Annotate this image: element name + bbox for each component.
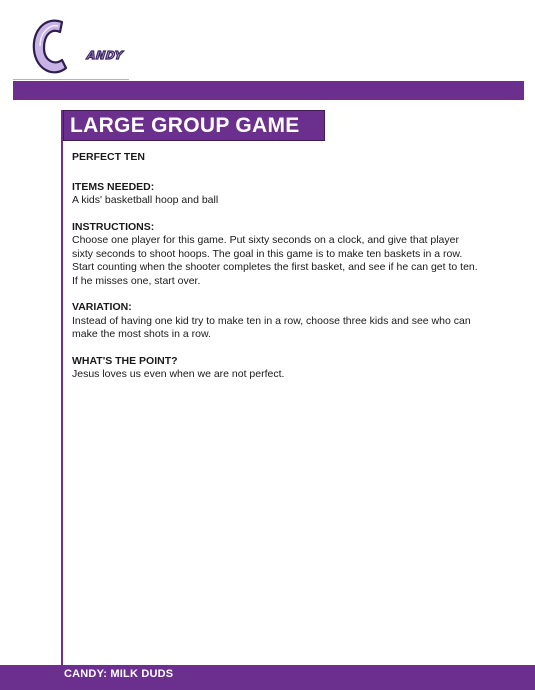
game-name: PERFECT TEN (72, 151, 145, 163)
instructions-line: sixty seconds to shoot hoops. The goal in this game is to make ten baskets in a row. (72, 247, 463, 260)
header-rule (13, 79, 129, 80)
point-line: Jesus loves us even when we are not perfect. (72, 368, 285, 380)
point-heading: WHAT'S THE POINT? (72, 354, 178, 367)
instructions-heading: INSTRUCTIONS: (72, 220, 155, 233)
candy-logo-c-icon (28, 14, 120, 80)
footer-label: CANDY: MILK DUDS (64, 668, 174, 680)
footer-bar (0, 665, 535, 690)
header-bar (13, 81, 524, 100)
game-content (72, 151, 492, 382)
candy-logo (28, 14, 124, 80)
items-needed-heading: ITEMS NEEDED: (72, 180, 155, 193)
instructions-line: Start counting when the shooter completes the first basket, and see if he can get to ten. (72, 261, 478, 273)
variation-line: Instead of having one kid try to make ten in a row, choose three kids and see who can (72, 314, 471, 327)
instructions-line: If he misses one, start over. (72, 274, 201, 287)
candy-logo-word: ANDY (86, 49, 124, 62)
page-title: LARGE GROUP GAME (70, 113, 300, 137)
page-title-box (63, 110, 325, 141)
instructions-line: Choose one player for this game. Put sixty seconds on a clock, and give that player (72, 234, 459, 246)
variation-heading: VARIATION: (72, 301, 132, 313)
left-margin-rule (61, 110, 63, 666)
items-needed-line: A kids' basketball hoop and ball (72, 194, 219, 206)
variation-line: make the most shots in a row. (72, 328, 211, 340)
